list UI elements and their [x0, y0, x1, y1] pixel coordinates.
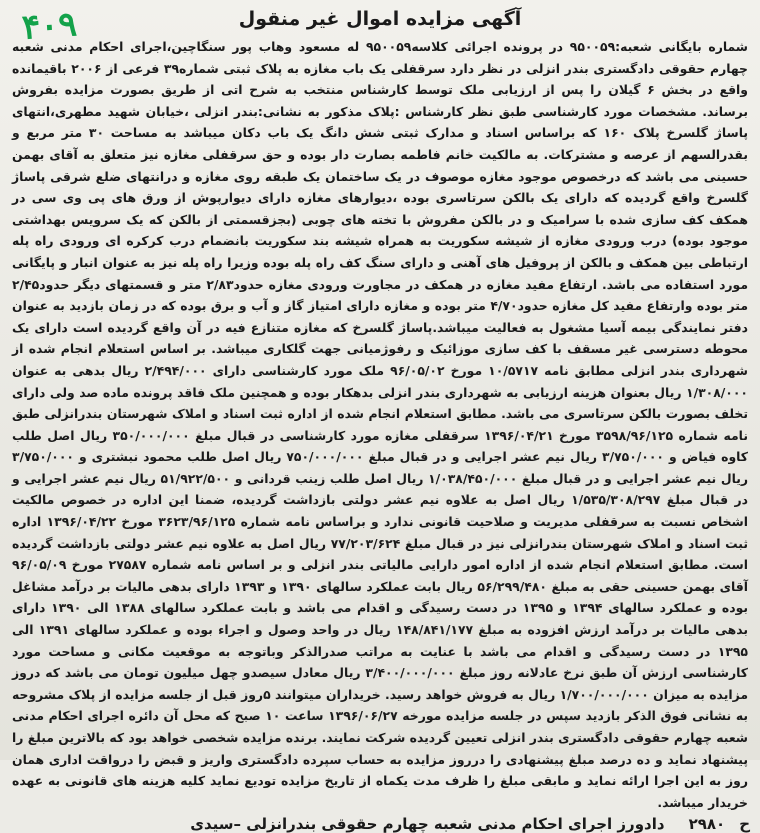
notice-header: [10, 4, 750, 48]
handwritten-number: ۴۰۹: [20, 4, 79, 48]
notice-body: شماره بایگانی شعبه:۹۵۰۰۵۹ در پرونده اجرائی کلاسه۹۵۰۰۵۹ له مسعود وهاب پور سنگاچین،اجرای احکام مدنی شعبه چهارم حقوقی دادگستری بندر انزلی در نظر دارد سرقفلی یک باب مغازه به پلاک ثبتی شماره۳۹ فرعی از ۲۰۰۶ باقیمانده واقع در بخش ۶ گیلان را پس از ارزیابی ملک توسط کارشناس منتخب به شرح اتی از طریق بصورت مزایده بفروش برساند. مشخصات مورد کارشناسی طبق نظر کارشناس :پلاک مذکور به نشانی:بندر انزلی ،خیابان شهید مطهری،انتهای پاساژ گلسرخ پلاک ۱۶۰ که براساس اسناد و مدارک ثبتی شش دانگ یک باب دکان میباشد به مساحت ۳۰ متر مربع و بقدرالسهم از عرصه و مشترکات. به مالکیت خانم فاطمه بصارت دار بوده و حق سرقفلی مغازه نیز متعلق به آقای بهمن حسینی می باشد که درخصوص موجود مغازه موصوف در یک ساختمان یک طبقه روی مغازه و درانتهای ضلع شرقی پاساژ گلسرخ واقع گردیده که دارای یک بالکن سرتاسری بوده ،دیوارهای مغازه دارای دیوارپوش از ورق های پی وی سی در همکف کف سازی شده با سرامیک و در بالکن مفروش با تخته های چوبی (بجزقسمتی از بالکن که یک سرویس بهداشتی موجود بوده) درب ورودی مغازه از شیشه سکوریت به همراه شیشه بند سکوریت بانضمام درب کرکره ای ورودی راه پله ارتباطی بین همکف و بالکن از پروفیل های آهنی و دارای سنگ کف راه پله بوده وزیرا راه پله نیز به عنوان انبار و پایگانی مورد استفاده می باشد. ارتفاع مفید مغازه در همکف در مجاورت ورودی مغازه حدود۲/۸۳ متر و قسمتهای دیگر حدود۲/۴۵ متر بوده وارتفاع مفید کل مغازه حدود۴/۷۰ متر بوده و مغازه دارای امتیاز گاز و آب و برق بوده که در زمان بازدید به عنوان دفتر نمایندگی بیمه آسیا مشغول به فعالیت میباشد.پاساژ گلسرخ که مغازه متنازع فیه در آن واقع گردیده است دارای یک محوطه دسترسی غیر مسقف با کف سازی موزائیک و رفوژمیانی جهت گلکاری میباشد. بر اساس استعلام انجام شده از شهرداری بندر انزلی مطابق نامه ۱۰/۵۷۱۷ مورخ ۹۶/۰۵/۰۲ ملک مورد کارشناسی دارای ۲/۴۹۴/۰۰۰ ریال بدهی به عنوان ۱/۳۰۸/۰۰۰ ریال بعنوان هزینه ارزیابی به شهرداری بندر انزلی بدهکار بوده و همچنین ملک فاقد پرونده ماده صد ولی دارای تخلف بصورت بالکن سرتاسری می باشد. مطابق استعلام انجام شده از اداره ثبت اسناد و املاک شهرستان بندرانزلی طبق نامه شماره ۳۵۹۸/۹۶/۱۲۵ مورخ ۱۳۹۶/۰۴/۲۱ سرقفلی مغازه مورد کارشناسی در قبال مبلغ ۳۵۰/۰۰۰/۰۰۰ ریال اصل طلب کاوه فیاض و ۳/۷۵۰/۰۰۰ ریال نیم عشر اجرایی و در قبال مبلغ ۷۵۰/۰۰۰/۰۰۰ ریال اصل طلب محمود نبشتری و ۳/۷۵۰/۰۰۰ ریال نیم عشر اجرایی و در قبال مبلغ ۱/۰۳۸/۴۵۰/۰۰۰ ریال اصل طلب زینب قردانی و ۵۱/۹۲۲/۵۰۰ ریال نیم عشر اجرایی و در قبال مبلغ ۱/۵۳۵/۳۰۸/۲۹۷ ریال اصل به علاوه نیم عشر دولتی بازداشت گردیده، ضمنا این اداره در خصوص مالکیت اشخاص نسبت به سرقفلی مدیریت و صلاحیت قانونی ندارد و براساس نامه شماره ۳۶۲۳/۹۶/۱۲۵ مورخ ۱۳۹۶/۰۴/۲۲ اداره ثبت اسناد و املاک شهرستان بندرانزلی نیز در قبال مبلغ ۷۷/۲۰۳/۶۲۴ ریال اصل به علاوه نیم عشر دولتی بازداشت گردیده است. مطابق استعلام انجام شده از اداره امور دارایی مالیاتی بندر انزلی و بر اساس نامه شماره ۲۷۵۸۷ مورخ ۹۶/۰۵/۰۹ آقای بهمن حسینی حقی به مبلغ ۵۶/۲۹۹/۴۸۰ ریال بابت عملکرد سالهای ۱۳۹۰ و ۱۳۹۳ دارای بدهی مالیات بر درآمد مشاغل بوده و عملکرد سالهای ۱۳۹۴ و ۱۳۹۵ در دست رسیدگی و اقدام می باشد و بابت عملکرد سالهای ۱۳۸۸ الی ۱۳۹۰ دارای بدهی مالیات بر درآمد ارزش افزوده به مبلغ ۱۴۸/۸۴۱/۱۷۷ ریال در واحد وصول و اجراء بوده و عملکرد سالهای ۱۳۹۱ الی ۱۳۹۵ در دست رسیدگی و اقدام می باشد با عنایت به مراتب صدرالذکر وباتوجه به موقعیت مکانی و مساحت مورد کارشناسی ارزش آن طبق نرخ عادلانه روز مبلغ ۳/۴۰۰/۰۰۰/۰۰۰ ریال معادل سیصدو چهل میلیون تومان می باشد که دروز مزایده به میزان ۱/۷۰۰/۰۰۰/۰۰۰ ریال به فروش خواهد رسید. خریداران میتوانند ۵روز قبل از جلسه مزایده از پلاک مشروحه به نشانی فوق الذکر بازدید سپس در جلسه مزایده مورخه ۱۳۹۶/۰۶/۲۷ ساعت ۱۰ صبح که محل آن دائره اجرای احکام مدنی شعبه چهارم حقوقی دادگستری بندر انزلی تعیین گردیده شرکت نمایند. برنده مزایده شخصی خواهد بود که بالاترین مبلغ را پیشنهاد نماید و ده درصد مبلغ پیشنهادی را درروز مزایده به حساب سپرده دادگستری واریز و قبض را درواقت اداری همان روز به این اجرا ارائه نماید و مابقی مبلغ را ظرف مدت یکماه از تاریخ مزایده تودیع نماید کلیه هزینه های قانونی به عهده خریدار میباشد.: [12, 39, 749, 810]
footer-number: ۲۹۸۰: [688, 815, 726, 833]
notice-title: آگهی مزایده اموال غیر منقول: [238, 8, 522, 30]
footer-signature: دادورز اجرای احکام مدنی شعبه چهارم حقوقی بندرانزلی –سیدی: [190, 815, 665, 833]
footer-code: ح: [739, 815, 750, 833]
notice-footer: [10, 815, 750, 833]
